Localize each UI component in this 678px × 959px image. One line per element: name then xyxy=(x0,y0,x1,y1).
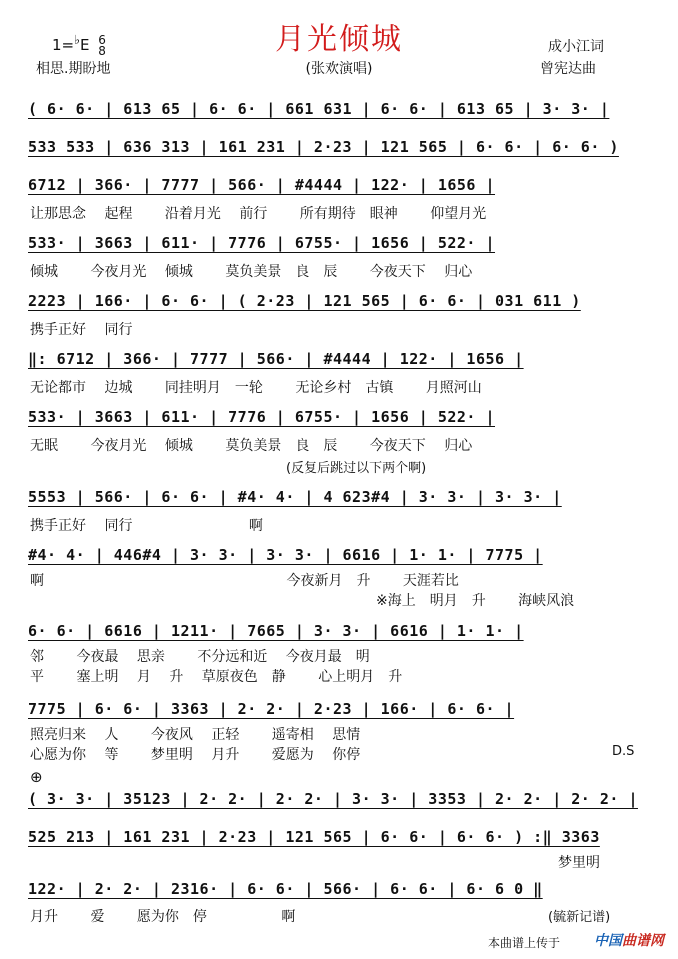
notation-line: 7775 | 6· 6· | 3363 | 2· 2· | 2·23 | 166· | 6· 6· | xyxy=(28,700,515,718)
notation-line: 6· 6· | 6616 | 1211· | 7665 | 3· 3· | 6616 | 1· 1· | xyxy=(28,622,524,640)
lyric-line: 无眠 今夜月光 倾城 莫负美景 良 辰 今夜天下 归心 xyxy=(30,438,473,454)
notation-line: ( 6· 6· | 613 65 | 6· 6· | 661 631 | 6· 6· | 613 65 | 3· 3· | xyxy=(28,100,610,118)
lyric-line: 携手正好 同行 xyxy=(30,322,133,338)
composer: 曾宪达曲 xyxy=(540,61,596,77)
notation-line: 2223 | 166· | 6· 6· | ( 2·23 | 121 565 | 6· 6· | 031 611 ) xyxy=(28,292,581,310)
lyric-line-verse2: 平 塞上明 月 升 草原夜色 静 心上明月 升 xyxy=(30,669,403,685)
lyric-line: 让那思念 起程 沿着月光 前行 所有期待 眼神 仰望月光 xyxy=(30,206,487,222)
notation-line: 5553 | 566· | 6· 6· | #4· 4· | 4 623#4 | 3· 3· | 3· 3· | xyxy=(28,488,562,506)
notation-line: 533· | 3663 | 611· | 7776 | 6755· | 1656 | 522· | xyxy=(28,408,496,426)
site-logo xyxy=(594,930,664,950)
key-tonic: E xyxy=(80,36,90,54)
lyric-line-verse2: 心愿为你 等 梦里明 月升 爱愿为 你停 xyxy=(30,747,361,763)
lyric-line: 倾城 今夜月光 倾城 莫负美景 良 辰 今夜天下 归心 xyxy=(30,264,473,280)
lyricist: 成小江词 xyxy=(548,39,604,55)
lyric-line: 月升 爱 愿为你 停 啊 xyxy=(30,909,296,925)
notation-line: ( 3· 3· | 35123 | 2· 2· | 2· 2· | 3· 3· | 3353 | 2· 2· | 2· 2· | xyxy=(28,790,638,808)
key-signature xyxy=(52,32,106,57)
notation-line: 6712 | 366· | 7777 | 566· | #4444 | 122· | 1656 | xyxy=(28,176,496,194)
logo-part-a: 中国 xyxy=(594,933,622,949)
notation-line: 525 213 | 161 231 | 2·23 | 121 565 | 6· 6· | 6· 6· ) :‖ 3363 xyxy=(28,828,600,846)
lyric-line: 照亮归来 人 今夜风 正轻 遥寄相 思情 xyxy=(30,727,361,743)
lyric-line: 携手正好 同行 啊 xyxy=(30,518,263,534)
time-signature xyxy=(98,32,106,58)
lyric-line-verse2: ※海上 明月 升 海峡风浪 xyxy=(376,593,575,609)
lyric-line: 无论都市 边城 同挂明月 一轮 无论乡村 古镇 月照河山 xyxy=(30,380,482,396)
coda-lyric: 梦里明 xyxy=(558,855,600,871)
notation-line: #4· 4· | 446#4 | 3· 3· | 3· 3· | 6616 | 1· 1· | 7775 | xyxy=(28,546,543,564)
lyric-line: 啊 今夜新月 升 天涯若比 xyxy=(30,573,459,589)
notation-line: 122· | 2· 2· | 2316· | 6· 6· | 566· | 6· 6· | 6· 6 0 ‖ xyxy=(28,880,543,898)
time-unit: 8 xyxy=(98,43,106,58)
notation-line: 533· | 3663 | 611· | 7776 | 6755· | 1656 | 522· | xyxy=(28,234,496,252)
upload-notice: 本曲谱上传于 xyxy=(488,936,561,950)
ds-mark: D.S xyxy=(612,744,635,759)
repeat-note: (反复后跳过以下两个啊) xyxy=(286,461,427,476)
key-prefix: 1= xyxy=(52,36,75,54)
notation-line: ‖: 6712 | 366· | 7777 | 566· | #4444 | 122· | 1656 | xyxy=(28,350,524,368)
lyric-line: 邻 今夜最 思亲 不分远和近 今夜月最 明 xyxy=(30,649,370,665)
notation-line: 533 533 | 636 313 | 161 231 | 2·23 | 121 565 | 6· 6· | 6· 6· ) xyxy=(28,138,619,156)
time-beats: 6 xyxy=(98,32,106,47)
expression-mark: 相思.期盼地 xyxy=(36,61,111,77)
transcriber: (毓新记谱) xyxy=(548,910,611,925)
singer: (张欢演唱) xyxy=(305,61,373,77)
flat-sign: ♭ xyxy=(74,32,81,47)
song-title: 月光倾城 xyxy=(275,22,403,57)
coda-sign: ⊕ xyxy=(30,768,43,786)
logo-part-b: 曲谱网 xyxy=(622,933,664,949)
